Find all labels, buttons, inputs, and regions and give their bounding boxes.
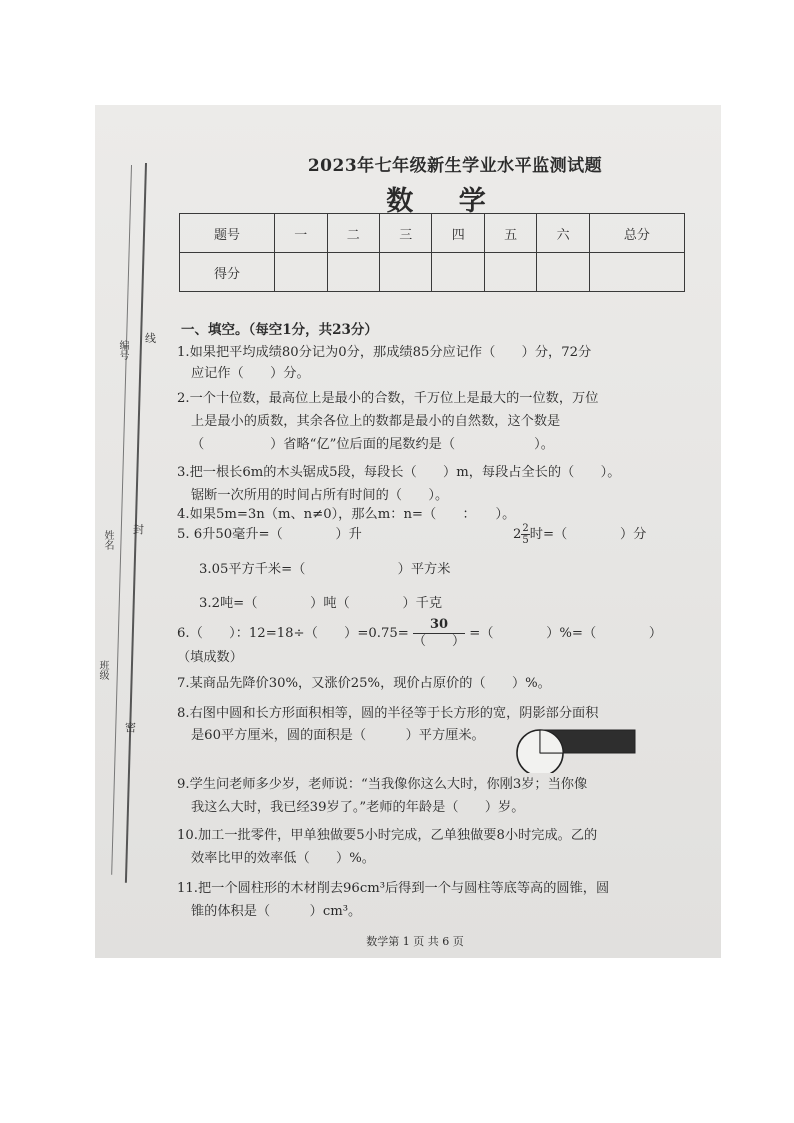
score-header-cell: 六 <box>537 214 589 253</box>
score-header-cell: 总分 <box>589 214 684 253</box>
score-cell[interactable] <box>432 253 484 292</box>
score-header-cell: 题号 <box>180 214 275 253</box>
score-table <box>179 213 685 292</box>
question-5-time <box>513 522 646 547</box>
question-3-line-2: 锯断一次所用的时间占所有时间的（ ）。 <box>191 488 449 503</box>
section-heading: 一、填空。（每空1分，共23分） <box>181 322 378 338</box>
score-header-cell: 四 <box>432 214 484 253</box>
question-9-line-2: 我这么大时，我已经39岁了。”老师的年龄是（ ）岁。 <box>191 800 525 815</box>
question-1-line-1: 1.如果把平均成绩80分记为0分，那成绩85分应记作（ ）分，72分 <box>177 345 592 360</box>
margin-label-number: 编号 <box>117 340 128 360</box>
question-5-line-2: 3.05平方千米=（ ）平方米 <box>199 562 451 577</box>
score-table-score-row <box>180 253 685 292</box>
margin-label-class: 班级 <box>97 660 108 680</box>
question-6-text: 6.（ ）：12=18÷（ ）=0.75= <box>177 626 409 641</box>
question-9-line-1: 9.学生问老师多少岁，老师说：“当我像你这么大时，你刚3岁；当你像 <box>177 777 588 792</box>
score-cell[interactable] <box>380 253 432 292</box>
question-6-fraction <box>413 617 465 650</box>
question-1-line-2: 应记作（ ）分。 <box>191 366 310 381</box>
score-cell[interactable] <box>537 253 589 292</box>
question-3-line-1: 3.把一根长6m的木头锯成5段，每段长（ ）m，每段占全长的（ ）。 <box>177 465 621 480</box>
exam-sheet-photo <box>95 105 721 958</box>
question-8-line-2: 是60平方厘米，圆的面积是（ ）平方厘米。 <box>191 728 485 743</box>
mixed-number-fraction <box>521 523 529 546</box>
score-cell[interactable] <box>275 253 327 292</box>
seal-mark-secret: 密 <box>125 721 136 734</box>
question-11-line-2: 锥的体积是（ ）cm³。 <box>191 904 362 919</box>
question-11-line-1: 11.把一个圆柱形的木材削去96cm³后得到一个与圆柱等底等高的圆锥，圆 <box>177 881 610 896</box>
question-10-line-1: 10.加工一批零件，甲单独做要5小时完成，乙单独做要8小时完成。乙的 <box>177 828 598 843</box>
fraction-denominator: （ ） <box>413 634 466 649</box>
question-6-text-rest: =（ ）%=（ ） <box>469 626 663 641</box>
question-6-note: （填成数） <box>177 650 243 665</box>
score-header-cell: 五 <box>484 214 536 253</box>
seal-mark-seal: 封 <box>133 523 144 536</box>
fraction-numerator: 2 <box>522 523 529 534</box>
fraction-numerator: 30 <box>413 617 465 634</box>
mixed-number-whole: 2 <box>513 527 522 542</box>
score-cell[interactable] <box>327 253 379 292</box>
question-8-line-1: 8.右图中圆和长方形面积相等，圆的半径等于长方形的宽，阴影部分面积 <box>177 706 599 721</box>
question-4: 4.如果5m=3n（m、n≠0），那么m：n=（ ： ）。 <box>177 507 516 522</box>
question-2-line-3: （ ）省略“亿”位后面的尾数约是（ ）。 <box>191 437 554 452</box>
seal-mark-line: 线 <box>145 332 156 345</box>
exam-subject: 数 学 <box>386 186 504 217</box>
question-10-line-2: 效率比甲的效率低（ ）%。 <box>191 851 375 866</box>
score-table-header-row <box>180 214 685 253</box>
question-5-line-3: 3.2吨=（ ）吨（ ）千克 <box>199 596 443 611</box>
question-2-line-2: 上是最小的质数，其余各位上的数都是最小的自然数，这个数是 <box>191 414 561 429</box>
exam-title: 2023年七年级新生学业水平监测试题 <box>307 156 603 176</box>
time-conversion-text: 时=（ ）分 <box>529 527 647 542</box>
page-footer: 数学第 1 页 共 6 页 <box>366 935 464 948</box>
score-row-label: 得分 <box>180 253 275 292</box>
circle-rectangle-figure <box>515 723 640 773</box>
score-cell[interactable] <box>484 253 536 292</box>
score-header-cell: 二 <box>327 214 379 253</box>
score-cell[interactable] <box>589 253 684 292</box>
fraction-denominator: 5 <box>522 535 529 546</box>
margin-label-name: 姓名 <box>102 530 113 550</box>
question-5-line-1: 5. 6升50毫升=（ ）升 <box>177 527 362 542</box>
question-6 <box>177 617 662 650</box>
question-2-line-1: 2.一个十位数，最高位上是最小的合数，千万位上是最大的一位数，万位 <box>177 391 599 406</box>
score-header-cell: 三 <box>380 214 432 253</box>
question-7: 7.某商品先降价30%，又涨价25%，现价占原价的（ ）%。 <box>177 676 551 691</box>
score-header-cell: 一 <box>275 214 327 253</box>
